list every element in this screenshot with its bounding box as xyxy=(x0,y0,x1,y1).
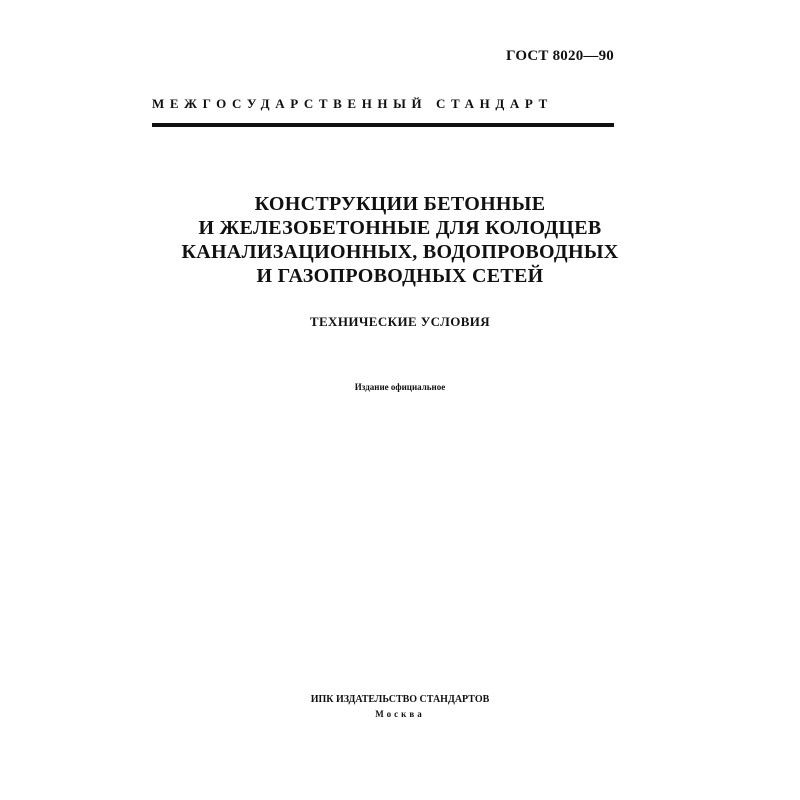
header-rule xyxy=(152,123,614,127)
title-line-2: И ЖЕЛЕЗОБЕТОННЫЕ ДЛЯ КОЛОДЦЕВ xyxy=(198,217,602,239)
document-title xyxy=(100,192,700,288)
title-line-1: КОНСТРУКЦИИ БЕТОННЫЕ xyxy=(254,193,546,215)
publisher: ИПК ИЗДАТЕЛЬСТВО СТАНДАРТОВ xyxy=(310,694,490,705)
document-subtitle: ТЕХНИЧЕСКИЕ УСЛОВИЯ xyxy=(309,314,491,329)
publication-city: Москва xyxy=(375,709,425,719)
edition-note: Издание официальное xyxy=(354,382,446,392)
title-line-3: КАНАЛИЗАЦИОННЫХ, ВОДОПРОВОДНЫХ xyxy=(181,241,619,263)
standard-type-heading: МЕЖГОСУДАРСТВЕННЫЙ СТАНДАРТ xyxy=(152,96,553,111)
gost-number: ГОСТ 8020—90 xyxy=(505,48,614,64)
title-line-4: И ГАЗОПРОВОДНЫХ СЕТЕЙ xyxy=(256,265,544,287)
